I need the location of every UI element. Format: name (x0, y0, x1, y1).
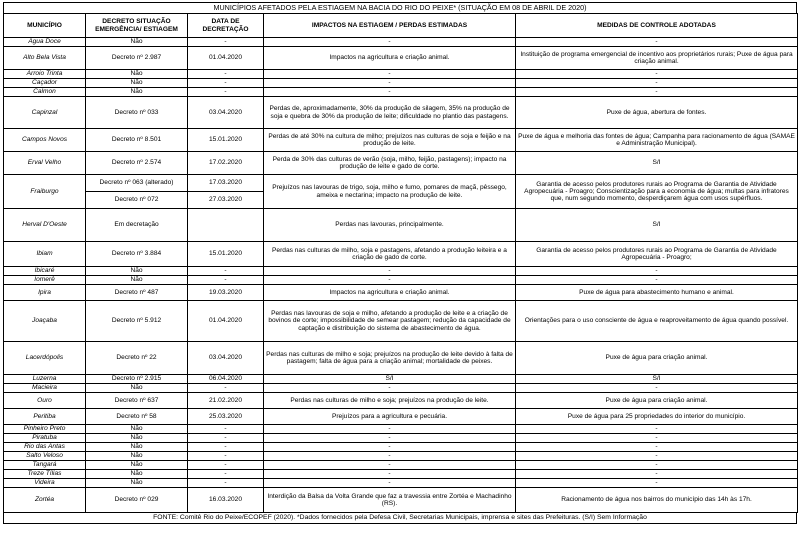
impactos-cell: - (264, 443, 516, 452)
decreto-cell: Não (86, 479, 188, 488)
table-row (4, 79, 798, 88)
municipio-cell: Ipira (4, 285, 86, 301)
impactos-cell: - (264, 70, 516, 79)
table-row (4, 470, 798, 479)
decreto-cell: Decreto nº 8.501 (86, 129, 188, 152)
decreto-cell: Decreto nº 487 (86, 285, 188, 301)
decreto-cell: Não (86, 88, 188, 97)
table-row (4, 70, 798, 79)
decreto-cell: Não (86, 452, 188, 461)
data-cell: 06.04.2020 (188, 375, 264, 384)
decreto-cell: Não (86, 79, 188, 88)
table-row (4, 175, 798, 192)
municipio-cell: Ouro (4, 393, 86, 409)
table-row (4, 152, 798, 175)
table-row (4, 267, 798, 276)
data-cell: 03.04.2020 (188, 97, 264, 129)
table-row (4, 384, 798, 393)
impactos-cell: Prejuízos nas lavouras de trigo, soja, milho e fumo, pomares de maçã, pêssego, ameixa e nectarina; impacto na produção de leite. (264, 175, 516, 209)
medidas-cell: - (516, 88, 798, 97)
table-row (4, 88, 798, 97)
data-cell: - (188, 70, 264, 79)
medidas-cell: Orientações para o uso consciente de água e reaproveitamento de água quando possível. (516, 301, 798, 342)
medidas-cell: - (516, 470, 798, 479)
table-row (4, 129, 798, 152)
decreto-cell: Decreto nº 072 (86, 192, 188, 209)
data-cell: 27.03.2020 (188, 192, 264, 209)
table-row (4, 479, 798, 488)
municipio-cell: Fraiburgo (4, 175, 86, 209)
header-decreto: DECRETO SITUAÇÃO EMERGÊNCIA/ ESTIAGEM (86, 14, 188, 38)
impactos-cell: - (264, 79, 516, 88)
data-cell: 21.02.2020 (188, 393, 264, 409)
table-row (4, 409, 798, 425)
impactos-cell: Perdas nas culturas de milho, soja e pastagens, afetando a produção leiteira e a criação de gado de corte. (264, 242, 516, 267)
impactos-cell: Perdas nas lavouras de soja e milho, afetando a produção de leite e a criação de bovinos de corte; impossibilidade de semear pastagem; redução da capacidade de captação e distribuição do sistema de abastecimento de água. (264, 301, 516, 342)
municipio-cell: Rio das Antas (4, 443, 86, 452)
table-row (4, 452, 798, 461)
municipio-cell: Piratuba (4, 434, 86, 443)
medidas-cell: - (516, 434, 798, 443)
medidas-cell: Puxe de água para 25 propriedades do interior do município. (516, 409, 798, 425)
municipio-cell: Água Doce (4, 38, 86, 47)
impactos-cell: - (264, 384, 516, 393)
municipio-cell: Erval Velho (4, 152, 86, 175)
report-table-container (3, 2, 797, 524)
decreto-cell: Não (86, 461, 188, 470)
table-row (4, 301, 798, 342)
municipio-cell: Herval D'Oeste (4, 209, 86, 242)
data-cell: - (188, 276, 264, 285)
data-cell: 15.01.2020 (188, 242, 264, 267)
municipio-cell: Lacerdópolis (4, 342, 86, 375)
data-cell: 19.03.2020 (188, 285, 264, 301)
table-row (4, 285, 798, 301)
impactos-cell: - (264, 434, 516, 443)
table-row (4, 393, 798, 409)
medidas-cell: - (516, 425, 798, 434)
data-cell: 17.02.2020 (188, 152, 264, 175)
table-row (4, 242, 798, 267)
drought-table (3, 13, 798, 513)
impactos-cell: Perdas de até 30% na cultura de milho; prejuízos nas culturas de soja e feijão e na produção de leite. (264, 129, 516, 152)
medidas-cell: Puxe de água, abertura de fontes. (516, 97, 798, 129)
medidas-cell: - (516, 267, 798, 276)
impactos-cell: Perdas nas culturas de milho e soja; prejuízos na produção de leite. (264, 393, 516, 409)
decreto-cell: Decreto nº 029 (86, 488, 188, 513)
data-cell: - (188, 434, 264, 443)
table-row (4, 375, 798, 384)
medidas-cell: Racionamento de água nos bairros do município das 14h às 17h. (516, 488, 798, 513)
medidas-cell: S/I (516, 375, 798, 384)
data-cell: 15.01.2020 (188, 129, 264, 152)
table-row (4, 488, 798, 513)
municipio-cell: Treze Tílias (4, 470, 86, 479)
table-row (4, 425, 798, 434)
impactos-cell: - (264, 425, 516, 434)
decreto-cell: Decreto nº 637 (86, 393, 188, 409)
municipio-cell: Calmon (4, 88, 86, 97)
impactos-cell: Impactos na agricultura e criação animal. (264, 47, 516, 70)
municipio-cell: Peritiba (4, 409, 86, 425)
impactos-cell: - (264, 470, 516, 479)
impactos-cell: - (264, 452, 516, 461)
impactos-cell: Prejuízos para a agricultura e pecuária. (264, 409, 516, 425)
decreto-cell: Não (86, 443, 188, 452)
data-cell: - (188, 479, 264, 488)
decreto-cell: Decreto nº 2.915 (86, 375, 188, 384)
decreto-cell: Em decretação (86, 209, 188, 242)
medidas-cell: - (516, 452, 798, 461)
data-cell: - (188, 267, 264, 276)
municipio-cell: Zortéa (4, 488, 86, 513)
data-cell: 25.03.2020 (188, 409, 264, 425)
header-impactos: IMPACTOS NA ESTIAGEM / PERDAS ESTIMADAS (264, 14, 516, 38)
decreto-cell: Decreto nº 5.912 (86, 301, 188, 342)
municipio-cell: Alto Bela Vista (4, 47, 86, 70)
data-cell: - (188, 461, 264, 470)
header-data: DATA DE DECRETAÇÃO (188, 14, 264, 38)
medidas-cell: Puxe de água para criação animal. (516, 342, 798, 375)
data-cell: - (188, 452, 264, 461)
decreto-cell: Não (86, 276, 188, 285)
decreto-cell: Decreto nº 2.574 (86, 152, 188, 175)
table-row (4, 342, 798, 375)
table-header-row (4, 14, 798, 38)
medidas-cell: Puxe de água e melhoria das fontes de água; Campanha para racionamento de água (SAMAE e Administração Municipal). (516, 129, 798, 152)
data-cell: 01.04.2020 (188, 47, 264, 70)
table-row (4, 434, 798, 443)
municipio-cell: Pinheiro Preto (4, 425, 86, 434)
decreto-cell: Não (86, 434, 188, 443)
data-cell (188, 209, 264, 242)
municipio-cell: Arroio Trinta (4, 70, 86, 79)
medidas-cell: - (516, 384, 798, 393)
decreto-cell: Decreto nº 063 (alterado) (86, 175, 188, 192)
data-cell: 16.03.2020 (188, 488, 264, 513)
data-cell: 17.03.2020 (188, 175, 264, 192)
medidas-cell: - (516, 70, 798, 79)
data-cell: 01.04.2020 (188, 301, 264, 342)
data-cell: - (188, 470, 264, 479)
decreto-cell: Não (86, 470, 188, 479)
municipio-cell: Macieira (4, 384, 86, 393)
medidas-cell: Puxe de água para criação animal. (516, 393, 798, 409)
impactos-cell: - (264, 461, 516, 470)
table-row (4, 97, 798, 129)
municipio-cell: Luzerna (4, 375, 86, 384)
table-body (4, 38, 798, 513)
impactos-cell: Impactos na agricultura e criação animal. (264, 285, 516, 301)
impactos-cell: Perdas nas culturas de milho e soja; prejuízos na produção de leite devido à falta de pastagem; falta de água para a criação animal; mortalidade de peixes. (264, 342, 516, 375)
decreto-cell: Decreto nº 3.884 (86, 242, 188, 267)
medidas-cell: Puxe de água para abastecimento humano e animal. (516, 285, 798, 301)
table-row (4, 209, 798, 242)
medidas-cell: - (516, 479, 798, 488)
data-cell: - (188, 79, 264, 88)
table-row (4, 443, 798, 452)
municipio-cell: Ibicaré (4, 267, 86, 276)
table-row (4, 47, 798, 70)
decreto-cell: Não (86, 70, 188, 79)
municipio-cell: Capinzal (4, 97, 86, 129)
data-cell: - (188, 443, 264, 452)
municipio-cell: Caçador (4, 79, 86, 88)
impactos-cell: - (264, 276, 516, 285)
data-cell: - (188, 88, 264, 97)
decreto-cell: Não (86, 267, 188, 276)
impactos-cell: - (264, 479, 516, 488)
impactos-cell: - (264, 267, 516, 276)
header-municipio: MUNICÍPIO (4, 14, 86, 38)
data-cell: - (188, 38, 264, 47)
decreto-cell: Decreto nº 033 (86, 97, 188, 129)
medidas-cell: Garantia de acesso pelos produtores rurais ao Programa de Garantia de Atividade Agropecuária - Proagro; Conscientização para a economia de água; multas para infratores que, num segundo momento, desperdiçarem água com usos supérfluos. (516, 175, 798, 209)
data-cell: - (188, 384, 264, 393)
medidas-cell: Instituição de programa emergencial de incentivo aos proprietários rurais; Puxe de água para criação animal. (516, 47, 798, 70)
municipio-cell: Campos Novos (4, 129, 86, 152)
header-medidas: MEDIDAS DE CONTROLE ADOTADAS (516, 14, 798, 38)
municipio-cell: Videira (4, 479, 86, 488)
decreto-cell: Decreto nº 58 (86, 409, 188, 425)
decreto-cell: Não (86, 384, 188, 393)
table-row (4, 461, 798, 470)
impactos-cell: Perdas de, aproximadamente, 30% da produção de silagem, 35% na produção de soja e quebra de 30% da produção de leite; dificuldade no plantio das pastagens. (264, 97, 516, 129)
municipio-cell: Ibiam (4, 242, 86, 267)
medidas-cell: - (516, 79, 798, 88)
table-row (4, 38, 798, 47)
medidas-cell: Garantia de acesso pelos produtores rurais ao Programa de Garantia de Atividade Agropecuária - Proagro; (516, 242, 798, 267)
municipio-cell: Joaçaba (4, 301, 86, 342)
medidas-cell: - (516, 443, 798, 452)
medidas-cell: S/I (516, 209, 798, 242)
table-row (4, 276, 798, 285)
decreto-cell: Decreto nº 22 (86, 342, 188, 375)
medidas-cell: - (516, 38, 798, 47)
medidas-cell: S/I (516, 152, 798, 175)
municipio-cell: Tangará (4, 461, 86, 470)
decreto-cell: Decreto nº 2.987 (86, 47, 188, 70)
impactos-cell: Interdição da Balsa da Volta Grande que faz a travessia entre Zortéa e Machadinho (RS). (264, 488, 516, 513)
impactos-cell: Perdas nas lavouras, principalmente. (264, 209, 516, 242)
impactos-cell: S/I (264, 375, 516, 384)
data-cell: - (188, 425, 264, 434)
impactos-cell: - (264, 88, 516, 97)
decreto-cell: Não (86, 38, 188, 47)
impactos-cell: Perda de 30% das culturas de verão (soja, milho, feijão, pastagens); impacto na produção de leite e gado de corte. (264, 152, 516, 175)
impactos-cell: - (264, 38, 516, 47)
data-cell: 03.04.2020 (188, 342, 264, 375)
municipio-cell: Iomerê (4, 276, 86, 285)
municipio-cell: Salto Veloso (4, 452, 86, 461)
decreto-cell: Não (86, 425, 188, 434)
medidas-cell: - (516, 461, 798, 470)
table-title: MUNICÍPIOS AFETADOS PELA ESTIAGEM NA BACIA DO RIO DO PEIXE* (SITUAÇÃO EM 08 DE ABRIL DE 2020) (3, 2, 797, 13)
medidas-cell: - (516, 276, 798, 285)
table-footer: FONTE: Comitê Rio do Peixe/ECOPEF (2020). *Dados fornecidos pela Defesa Civil, Secretarias Municipais, imprensa e sites das Prefeituras. (S/I) Sem Informação (3, 513, 797, 524)
